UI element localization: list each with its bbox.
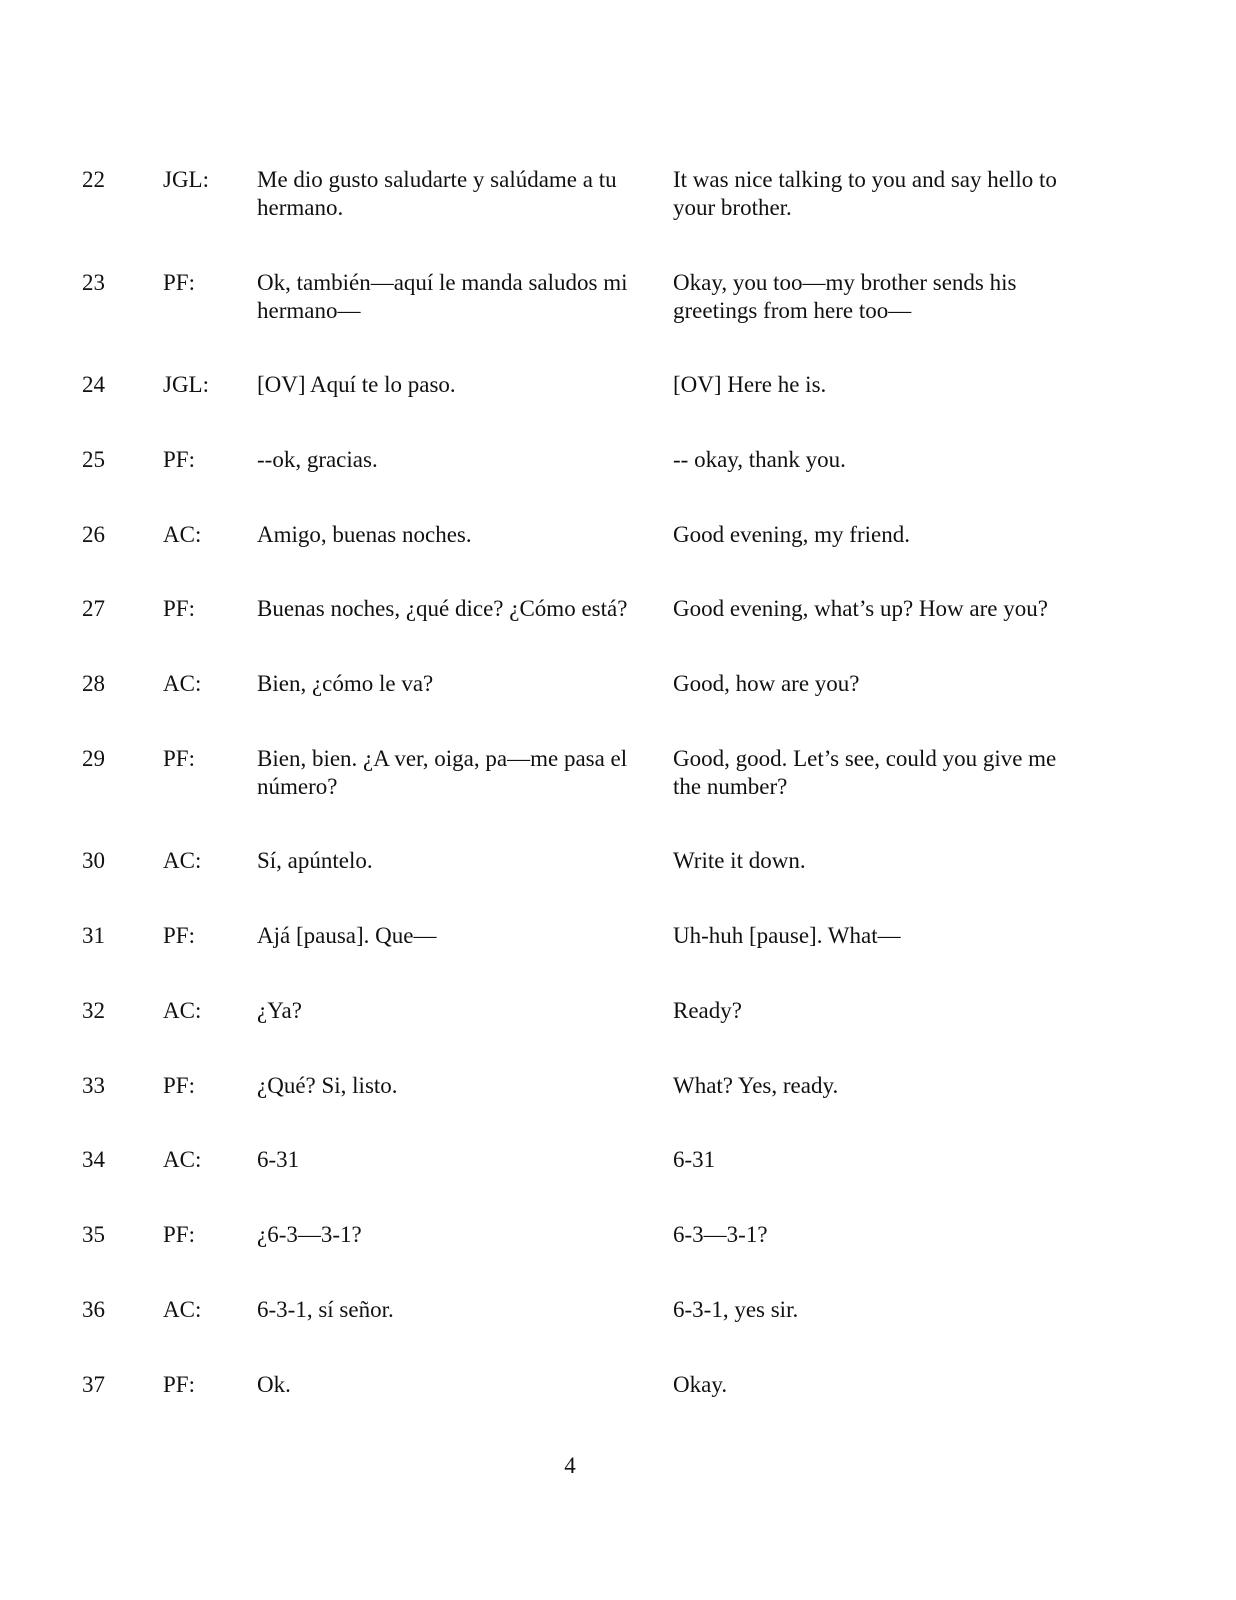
english-text: 6-3-1, yes sir. [673, 1297, 799, 1322]
spanish-text: [OV] Aquí te lo paso. [257, 372, 456, 397]
spanish-text: Ajá [pausa]. Que— [257, 923, 437, 948]
spanish-text: 6-3-1, sí señor. [257, 1297, 394, 1322]
line-number: 22 [82, 167, 105, 192]
spanish-text: ¿6-3—3-1? [257, 1222, 362, 1247]
spanish-text: Me dio gusto saludarte y salúdame a tu hermano. [257, 167, 617, 220]
spanish-text: Bien, ¿cómo le va? [257, 671, 434, 696]
line-number: 31 [82, 923, 105, 948]
spanish-text: Ok, también—aquí le manda saludos mi hermano— [257, 270, 628, 323]
line-number: 36 [82, 1297, 105, 1322]
spanish-text: Bien, bien. ¿A ver, oiga, pa—me pasa el número? [257, 746, 628, 799]
page-number: 4 [564, 1453, 576, 1478]
speaker: JGL: [163, 167, 209, 192]
speaker: AC: [163, 848, 202, 873]
speaker: PF: [163, 923, 195, 948]
line-number: 25 [82, 447, 105, 472]
english-text: Ready? [673, 998, 742, 1023]
speaker: AC: [163, 1147, 202, 1172]
spanish-text: Sí, apúntelo. [257, 848, 373, 873]
english-text: Write it down. [673, 848, 806, 873]
english-text: [OV] Here he is. [673, 372, 827, 397]
english-text: Okay. [673, 1372, 728, 1397]
line-number: 34 [82, 1147, 105, 1172]
line-number: 27 [82, 596, 105, 621]
line-number: 24 [82, 372, 105, 397]
line-number: 35 [82, 1222, 105, 1247]
line-number: 26 [82, 522, 105, 547]
speaker: AC: [163, 522, 202, 547]
speaker: PF: [163, 447, 195, 472]
english-text: Good, how are you? [673, 671, 860, 696]
english-text: Good, good. Let’s see, could you give me the number? [673, 746, 1057, 799]
speaker: JGL: [163, 372, 209, 397]
spanish-text: Ok. [257, 1372, 291, 1397]
line-number: 32 [82, 998, 105, 1023]
english-text: Okay, you too—my brother sends his greetings from here too— [673, 270, 1017, 323]
line-number: 23 [82, 270, 105, 295]
line-number: 29 [82, 746, 105, 771]
speaker: PF: [163, 746, 195, 771]
speaker: PF: [163, 1073, 195, 1098]
english-text: It was nice talking to you and say hello to your brother. [673, 167, 1057, 220]
speaker: PF: [163, 1372, 195, 1397]
spanish-text: Amigo, buenas noches. [257, 522, 472, 547]
speaker: PF: [163, 1222, 195, 1247]
english-text: Good evening, what’s up? How are you? [673, 596, 1048, 621]
english-text: -- okay, thank you. [673, 447, 846, 472]
speaker: AC: [163, 671, 202, 696]
spanish-text: --ok, gracias. [257, 447, 378, 472]
speaker: AC: [163, 998, 202, 1023]
spanish-text: Buenas noches, ¿qué dice? ¿Cómo está? [257, 596, 628, 621]
speaker: PF: [163, 270, 195, 295]
english-text: What? Yes, ready. [673, 1073, 839, 1098]
spanish-text: 6-31 [257, 1147, 300, 1172]
line-number: 30 [82, 848, 105, 873]
line-number: 28 [82, 671, 105, 696]
english-text: 6-31 [673, 1147, 716, 1172]
spanish-text: ¿Qué? Si, listo. [257, 1073, 398, 1098]
speaker: AC: [163, 1297, 202, 1322]
spanish-text: ¿Ya? [257, 998, 302, 1023]
speaker: PF: [163, 596, 195, 621]
line-number: 33 [82, 1073, 105, 1098]
english-text: Good evening, my friend. [673, 522, 910, 547]
line-number: 37 [82, 1372, 105, 1397]
english-text: 6-3—3-1? [673, 1222, 768, 1247]
english-text: Uh-huh [pause]. What— [673, 923, 901, 948]
